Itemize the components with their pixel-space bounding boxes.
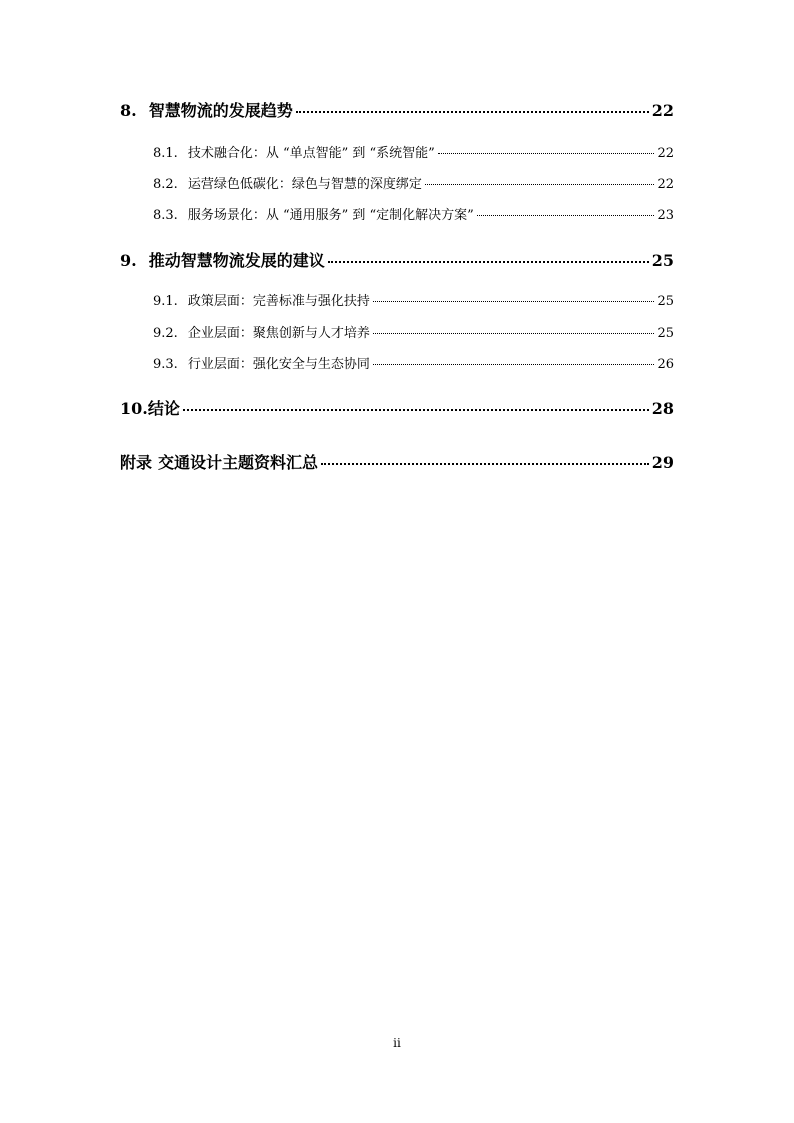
toc-entry-page: 25 xyxy=(657,326,674,341)
dot-leader xyxy=(321,463,649,465)
dot-leader xyxy=(373,301,655,302)
toc-entry-9-3[interactable] xyxy=(120,353,674,372)
page-footer-number: ii xyxy=(393,1036,401,1050)
toc-entry-title: 行业层面：强化安全与生态协同 xyxy=(187,357,370,372)
toc-entry-9-2[interactable] xyxy=(120,322,674,341)
toc-entry-title: 企业层面：聚焦创新与人才培养 xyxy=(187,326,370,341)
toc-entry-page: 25 xyxy=(657,294,674,309)
toc-entry-number: 10. xyxy=(120,399,148,418)
toc-entry-8-2[interactable] xyxy=(120,173,674,192)
toc-entry-page: 26 xyxy=(657,357,674,372)
toc-entry-title: 智慧物流的发展趋势 xyxy=(148,101,293,120)
toc-entry-number: 8.2. xyxy=(153,177,178,192)
toc-entry-number: 9.1. xyxy=(153,294,178,309)
toc-entry-page: 25 xyxy=(651,251,674,270)
toc-entry-number: 9. xyxy=(120,251,137,270)
toc-entry-8-1[interactable] xyxy=(120,142,674,161)
toc-entry-10[interactable] xyxy=(120,396,674,419)
toc-entry-8-3[interactable] xyxy=(120,204,674,223)
toc-entry-page: 22 xyxy=(651,101,674,120)
toc-entry-page: 28 xyxy=(651,399,674,418)
toc-entry-8[interactable] xyxy=(120,98,674,121)
dot-leader xyxy=(183,409,649,411)
toc-entry-page: 29 xyxy=(651,453,674,472)
dot-leader xyxy=(425,184,655,185)
toc-entry-title: 结论 xyxy=(147,399,180,418)
toc-entry-9-1[interactable] xyxy=(120,290,674,309)
toc-entry-title: 政策层面：完善标准与强化扶持 xyxy=(187,294,370,309)
dot-leader xyxy=(373,364,655,365)
toc-entry-number: 9.2. xyxy=(153,326,178,341)
dot-leader xyxy=(296,111,649,113)
toc-entry-number: 8.3. xyxy=(153,208,178,223)
toc-entry-title: 运营绿色低碳化：绿色与智慧的深度绑定 xyxy=(187,177,422,192)
toc-entry-9[interactable] xyxy=(120,248,674,271)
dot-leader xyxy=(373,333,655,334)
toc-entry-title: 服务场景化：从 “通用服务” 到 “定制化解决方案” xyxy=(187,208,474,223)
toc-entry-page: 22 xyxy=(657,177,674,192)
toc-entry-number: 附录 xyxy=(120,453,153,472)
toc-entry-number: 8.1. xyxy=(153,146,178,161)
toc-entry-number: 8. xyxy=(120,101,137,120)
toc-entry-number: 9.3. xyxy=(153,357,178,372)
toc-entry-title: 推动智慧物流发展的建议 xyxy=(148,251,325,270)
toc-entry-appendix[interactable] xyxy=(120,450,674,473)
toc-entry-page: 23 xyxy=(657,208,674,223)
dot-leader xyxy=(328,261,649,263)
dot-leader xyxy=(477,215,655,216)
toc-entry-title: 技术融合化：从 “单点智能” 到 “系统智能” xyxy=(187,146,435,161)
dot-leader xyxy=(438,153,655,154)
toc-entry-page: 22 xyxy=(657,146,674,161)
toc-entry-title: 交通设计主题资料汇总 xyxy=(158,453,319,472)
